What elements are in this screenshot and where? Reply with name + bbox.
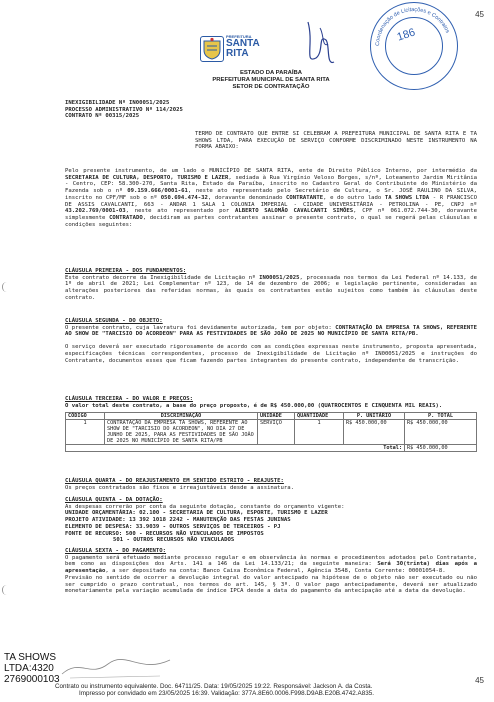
clause-second [65, 318, 477, 364]
header-prefecture: PREFEITURA MUNICIPAL DE SANTA RITA [212, 77, 330, 83]
clause-fourth [65, 478, 477, 491]
clause-second-object: O presente contrato, cuja lavratura foi devidamente autorizada, tem por objeto: CONTRATAÇÃO DA EMPRESA TA SHOWS, REFERENTE AO SHOW DE "TARCISIO DO ACORDEON" PARA AS FESTIVIDADES DE SÃO JOÃO DE 2025 NO MUNICÍPIO DE SANTA RITA/PB. [65, 324, 477, 338]
city-logo [200, 32, 270, 68]
total-value: R$ 450.000,00 [405, 445, 477, 452]
clause-first-text: Este contrato decorre da Inexigibilidade de Licitação nº IN00051/2025, processada nos termos da Lei Federal nº 14.133, de 1º de abril de 2021; Lei Complementar nº 123, de 14 de dezembro de 2006; e legislação pertinente, consideradas as alterações posteriores das referidas normas, às quais os contratantes estão sujeitos como também às cláusulas deste contrato. [65, 274, 477, 301]
logo-prefix: PREFEITURA [226, 34, 252, 39]
row-total-price: R$ 450.000,00 [405, 420, 477, 445]
col-unit-price: P. UNITÁRIO [344, 413, 405, 420]
clause-second-execution: O serviço deverá ser executado rigorosamente de acordo com as condições expressas neste instrumento, proposta apresentada, especificações técnicas correspondentes, processo de Inexigibilidade de Licitação nº IN00051/2025 e instruções do Contratante, documentos esses que ficam fazendo partes integrantes do presente contrato, independente de transcrição. [65, 344, 477, 364]
row-unit-price: R$ 450.000,00 [344, 420, 405, 445]
clause-first-title: CLÁUSULA PRIMEIRA - DOS FUNDAMENTOS: [65, 268, 187, 274]
header-state: ESTADO DA PARAÍBA [239, 70, 303, 76]
margin-mark [2, 282, 11, 292]
page-number-top: 45 [475, 10, 484, 19]
clause-fourth-text: Os preços contratados são fixos e irreajustáveis desde a assinatura. [65, 484, 295, 491]
items-table [65, 412, 477, 452]
side-label-line2: LTDA:4320 [4, 663, 54, 674]
clause-sixth-title: CLÁUSULA SEXTA - DO PAGAMENTO: [65, 548, 167, 554]
total-label: Total: [66, 445, 405, 452]
document-references [65, 100, 477, 120]
margin-mark [2, 585, 11, 595]
stamp-text: Coordenação de Licitações e Contratos [374, 6, 451, 47]
contract-preamble [65, 168, 477, 228]
side-label-line1: TA SHOWS [4, 652, 57, 663]
items-table-header [66, 413, 477, 420]
budget-element: ELEMENTO DE DESPESA: 33.9039 - OUTROS SERVIÇOS DE TERCEIROS - PJ [65, 523, 281, 530]
budget-unit: UNIDADE ORÇAMENTÁRIA: 02.100 - SECRETARIA DE CULTURA, ESPORTE, TURISMO E LAZER [65, 510, 328, 517]
clause-sixth-payment: O pagamento será efetuado mediante processo regular e em observância às normas e procedimentos adotados pelo Contratante, bem como as disposições dos Arts. 141 a 146 da Lei 14.133/21; da seguinte maneira: Será 30(trinta) dias após a apresentação, a ser depositado na conta: Banco Caixa Econômica Federal, Agência 3548, Conta Corrente: 00001054-8. [65, 554, 477, 575]
row-description: CONTRATAÇÃO DA EMPRESA TA SHOWS, REFERENTE AO SHOW DE "TARCISIO DO ACORDEON", NO DIA 27 DE JUNHO DE 2025, PARA AS FESTIVIDADES DE SÃO JOÃO DE 2025 NO MUNICÍPIO DE SANTA RITA/PB [105, 420, 258, 445]
ref-process: PROCESSO ADMINISTRATIVO Nº 114/2025 [65, 106, 183, 113]
document-header [65, 70, 477, 91]
footer-line2: Impresso por convidado em 23/05/2025 16:39. Validação: 377A.8E60.0006.F998.D9AB.E20B.4742.A835. [79, 690, 374, 698]
col-unit: UNIDADE [258, 413, 295, 420]
digital-signature-scribble [60, 654, 180, 682]
col-description: DISCRIMINAÇÃO [105, 413, 258, 420]
clause-third-title: CLÁUSULA TERCEIRA - DO VALOR E PREÇOS: [65, 396, 193, 402]
digital-signature-label [4, 652, 60, 685]
budget-source: FONTE DE RECURSO: 500 - RECURSOS NÃO VINCULADOS DE IMPOSTOS [65, 530, 264, 537]
signature-scribble [300, 14, 360, 74]
row-quantity: 1 [295, 420, 344, 445]
clause-fifth [65, 497, 477, 544]
logo-name-line2: RITA [226, 48, 249, 59]
page-number-bottom: 45 [475, 676, 484, 685]
table-row [66, 420, 477, 445]
footer-line1: Contrato ou instrumento equivalente. Doc. 64711/25. Data: 19/05/2025 19:22. Responsável: Jackson A. da Costa. [55, 683, 373, 690]
row-code: 1 [66, 420, 105, 445]
clause-sixth [65, 548, 477, 595]
budget-project: PROJETO ATIVIDADE: 13 392 1018 2242 - MANUTENÇÃO DAS FESTAS JUNINAS [65, 517, 291, 524]
clause-sixth-refund: Previsão no sentido de ocorrer a devolução integral do valor antecipado na hipótese de o objeto não ser executado ou não ser cumprido o prazo contratual, nos termos do art. 145, § 3º. O valor pago antecipadamente, deverá ser atualizado monetariamente pela variação acumulada de índice IPCA desde a data do pagamento da antecipação até a data da devolução. [65, 574, 477, 595]
clause-fifth-title: CLÁUSULA QUINTA - DA DOTAÇÃO: [65, 497, 163, 503]
row-unit: SERVIÇO [258, 420, 295, 445]
stamp-handwritten-number: 186 [395, 26, 417, 44]
clause-fifth-text: As despesas correrão por conta da seguinte dotação, constante do orçamento vigente: [65, 503, 345, 510]
clause-third [65, 396, 477, 452]
document-footer [55, 683, 374, 698]
contract-intro [195, 131, 477, 151]
col-code: CÓDIGO [66, 413, 105, 420]
coat-of-arms-icon [200, 36, 224, 62]
table-total-row [66, 445, 477, 452]
header-sector: SETOR DE CONTRATAÇÃO [232, 84, 310, 90]
clause-second-title: CLÁUSULA SEGUNDA - DO OBJETO: [65, 318, 163, 324]
clause-first [65, 268, 477, 302]
ref-inexigibility: INEXIGIBILIDADE Nº IN00051/2025 [65, 100, 170, 106]
ref-contract: CONTRATO Nº 00315/2025 [65, 113, 140, 120]
side-label-line3: 2769000103 [4, 674, 60, 685]
col-quantity: QUANTIDADE [295, 413, 344, 420]
budget-source-2: 501 - OUTROS RECURSOS NÃO VINCULADOS [113, 537, 235, 544]
intro-text: TERMO DE CONTRATO QUE ENTRE SI CELEBRAM A PREFEITURA MUNICIPAL DE SANTA RITA E TA SHOWS LTDA, PARA EXECUÇÃO DE SERVIÇO CONFORME DISCRIMINADO NESTE INSTRUMENTO NA FORMA ABAIXO: [195, 131, 477, 151]
col-total-price: P. TOTAL [405, 413, 477, 420]
clause-third-value: O valor total deste contrato, a base do preço proposto, é de R$ 450.000,00 (QUATROCENTOS E CINQUENTA MIL REAIS). [65, 402, 443, 409]
logo-name-line1: SANTA [226, 38, 260, 49]
clause-fourth-title: CLÁUSULA QUARTA - DO REAJUSTAMENTO EM SENTIDO ESTRITO - REAJUSTE: [65, 478, 284, 484]
preamble-paragraph: Pelo presente instrumento, de um lado o MUNICÍPIO DE SANTA RITA, ente de Direito Público Interno, por intermédio da SECRETARIA DE CULTURA, DESPORTO, TURISMO E LAZER, sediada à Rua Virgínio Veloso Borges, s/nº, Loteamento Jardim Miritânia - Centro, CEP: 58.300-270, Santa Rita, Estado da Paraíba, inscrito no Cadastro Geral do Contribuinte do Ministério da Fazenda sob o nº 09.159.666/0001-61, neste ato representado pelo Secretário de Cultura, o Sr. JOSÉ RAULINO DA SILVA, inscrito no CPF/MF sob o nº 050.694.474-32, doravante denominado CONTRATANTE, e do outro lado TA SHOWS LTDA - R FRANCISCO DE ASSIS CAVALCANTI, 663 - ANDAR 1 SALA 1 COLONIA IMPERIAL - CIDADE UNIVERSITÁRIA - PETROLINA - PE, CNPJ nº 43.202.769/0001-03, neste ato representado por ALBERTO SALOMÃO CAVALCANTI SIMÕES, CPF nº 061.072.744-30, doravante simplesmente CONTRATADO, decidiram as partes contratantes assinar o presente contrato, o qual se regerá pelas cláusulas e condições seguintes: [65, 168, 478, 228]
